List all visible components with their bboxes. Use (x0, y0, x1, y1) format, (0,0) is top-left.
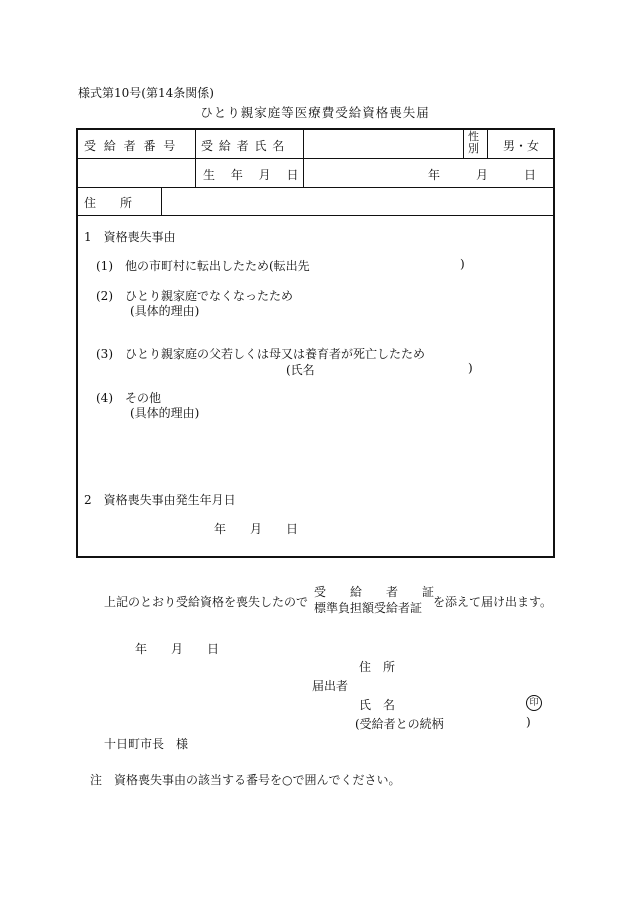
notifier-address-label: 住 所 (359, 660, 396, 674)
reason-item-3[interactable]: (3) ひとり親家庭の父若しくは母又は養育者が死亡したため (96, 347, 426, 361)
relation-close: ) (526, 715, 531, 729)
submission-date[interactable]: 年 月 日 (135, 642, 220, 656)
seal-stamp-icon: 印 (526, 695, 542, 711)
notifier-name-label: 氏 名 (359, 698, 396, 712)
addressee: 十日町市長 様 (104, 737, 189, 751)
section2-heading: 2 資格喪失事由発生年月日 (84, 493, 236, 507)
recipient-name-label: 受 給 者 氏 名 (201, 139, 286, 153)
gender-options[interactable]: 男・女 (503, 139, 540, 153)
col-divider-address (161, 187, 162, 215)
notifier-label: 届出者 (312, 679, 349, 693)
form-table (76, 128, 555, 558)
form-title: ひとり親家庭等医療費受給資格喪失届 (200, 105, 430, 120)
col-divider-1 (195, 130, 196, 187)
declaration-prefix: 上記のとおり受給資格を喪失したので (104, 595, 309, 609)
birthdate-value[interactable]: 年 月 日 (428, 168, 537, 182)
reason-item-3-close: ) (468, 361, 473, 375)
footnote: 注 資格喪失事由の該当する番号を○で囲んでください。 (90, 773, 401, 787)
form-number: 様式第10号(第14条関係) (78, 86, 214, 100)
reason-item-4[interactable]: (4) その他 (96, 391, 161, 405)
row-divider-2 (78, 187, 553, 188)
certificate-option-2: 標準負担額受給者証 (314, 601, 423, 615)
certificate-option-1: 受 給 者 証 (314, 585, 435, 599)
reason-item-2[interactable]: (2) ひとり親家庭でなくなったため (96, 289, 293, 303)
relation-label: (受給者との続柄 (355, 717, 444, 731)
reason-item-1-close: ) (460, 257, 465, 271)
certificate-options[interactable] (314, 584, 434, 616)
row-divider-3 (78, 215, 553, 216)
gender-label (468, 131, 479, 155)
col-divider-3 (463, 130, 464, 158)
reason-item-2-detail: (具体的理由) (130, 304, 200, 318)
birthdate-label: 生 年 月 日 (203, 168, 305, 182)
recipient-number-label: 受 給 者 番 号 (84, 139, 178, 153)
gender-label-top: 性 (468, 130, 479, 143)
declaration-suffix: を添えて届け出ます。 (433, 595, 553, 609)
address-label: 住 所 (84, 196, 133, 210)
reason-item-1[interactable]: (1) 他の市町村に転出したため(転出先 (96, 259, 310, 273)
col-divider-4 (487, 130, 488, 158)
reason-item-3-name: (氏名 (286, 363, 315, 377)
row-divider-1 (78, 158, 553, 159)
section1-heading: 1 資格喪失事由 (84, 230, 176, 244)
occurrence-date[interactable]: 年 月 日 (214, 522, 299, 536)
reason-item-4-detail: (具体的理由) (130, 406, 200, 420)
gender-label-bottom: 別 (468, 142, 479, 155)
